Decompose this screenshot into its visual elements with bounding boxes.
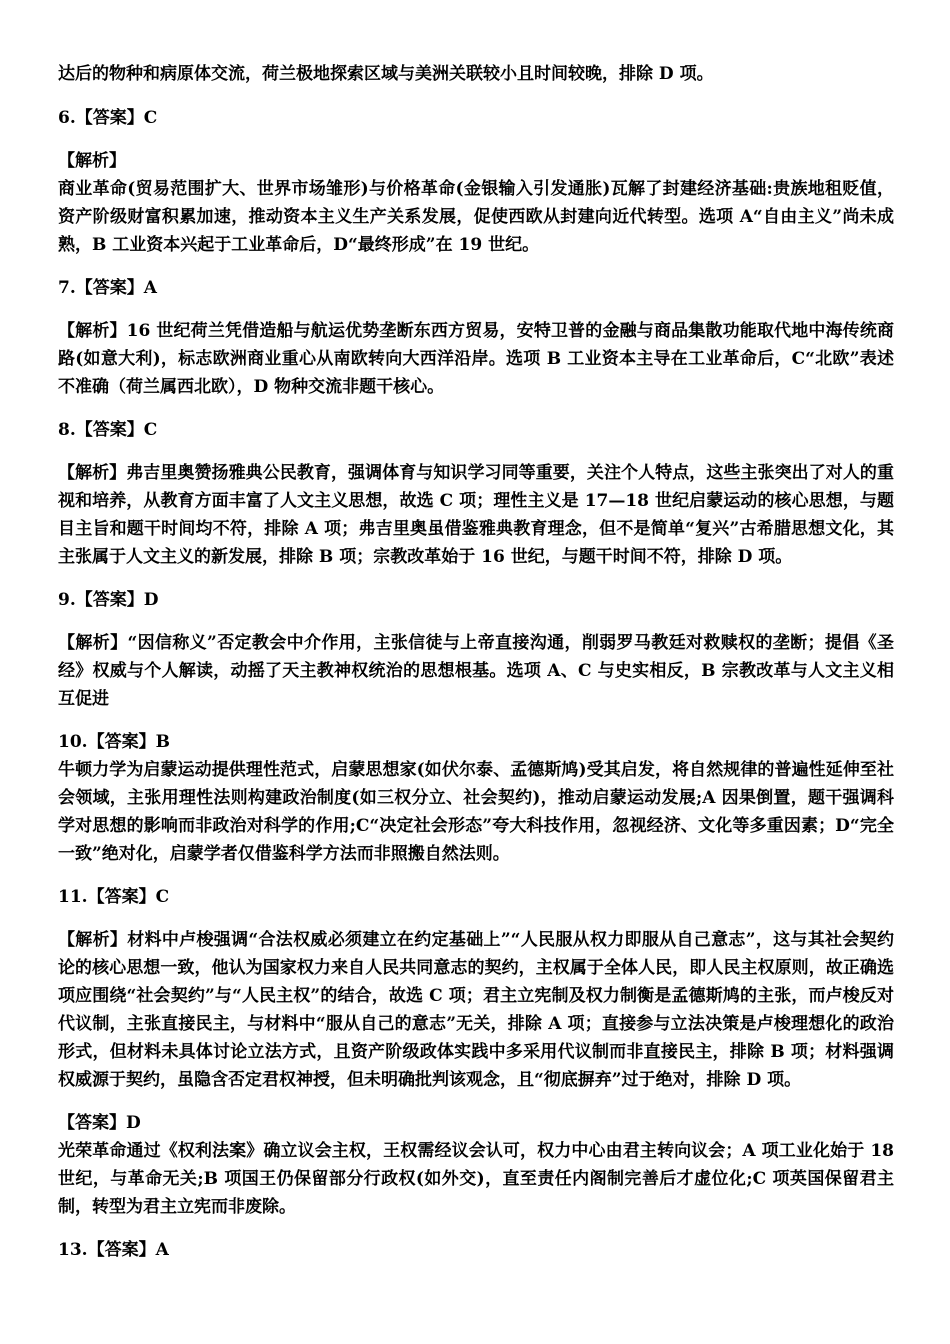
q9-explanation: 【解析】“因信称义”否定教会中介作用，主张信徒与上帝直接沟通，削弱罗马教廷对救赎权的垄断；提倡《圣经》权威与个人解读，动摇了天主教神权统治的思想根基。选项 A、C 与史实相反，B 宗教改革与人文主义相互促进 xyxy=(58,633,894,709)
q6-answer: 6.【答案】C xyxy=(58,108,158,128)
q10-answer: 10.【答案】B xyxy=(58,732,170,752)
q11-explanation: 【解析】材料中卢梭强调“合法权威必须建立在约定基础上”“人民服从权力即服从自己意志”，这与其社会契约论的核心思想一致，他认为国家权力来自人民共同意志的契约，主权属于全体人民，即人民主权原则，故正确选项应围绕“社会契约”与“人民主权”的结合，故选 C 项；君主立宪制及权力制衡是孟德斯鸠的主张，而卢梭反对代议制，主张直接民主，与材料中“服从自己的意志”无关，排除 A 项；直接参与立法决策是卢梭理想化的政治形式，但材料未具体讨论立法方式，且资产阶级政体实践中多采用代议制而非直接民主，排除 B 项；材料强调权威源于契约，虽隐含否定君权神授，但未明确批判该观念，且“彻底摒弃”过于绝对，排除 D 项。 xyxy=(58,930,894,1090)
q10-explanation: 牛顿力学为启蒙运动提供理性范式，启蒙思想家(如伏尔泰、孟德斯鸠)受其启发，将自然规律的普遍性延伸至社会领域，主张用理性法则构建政治制度(如三权分立、社会契约)，推动启蒙运动发展;A 因果倒置，题干强调科学对思想的影响而非政治对科学的作用;C“决定社会形态”夸大科技作用，忽视经济、文化等多重因素；D“完全一致”绝对化，启蒙学者仅借鉴科学方法而非照搬自然法则。 xyxy=(58,760,894,864)
q6-explanation: 商业革命(贸易范围扩大、世界市场雏形)与价格革命(金银输入引发通胀)瓦解了封建经济基础:贵族地租贬值，资产阶级财富积累加速，推动资本主义生产关系发展，促使西欧从封建向近代转型。选项 A“自由主义”尚未成熟，B 工业资本兴起于工业革命后，D“最终形成”在 19 世纪。 xyxy=(58,179,894,255)
answer-explanations-page xyxy=(58,60,894,1264)
q8-answer: 8.【答案】C xyxy=(58,420,158,440)
q9-answer: 9.【答案】D xyxy=(58,590,159,610)
q7-answer: 7.【答案】A xyxy=(58,278,157,298)
q8-explanation: 【解析】弗吉里奥赞扬雅典公民教育，强调体育与知识学习同等重要，关注个人特点，这些主张突出了对人的重视和培养，从教育方面丰富了人文主义思想，故选 C 项；理性主义是 17—18 世纪启蒙运动的核心思想，与题目主旨和题干时间均不符，排除 A 项；弗吉里奥虽借鉴雅典教育理念，但不是简单“复兴”古希腊思想文化，其主张属于人文主义的新发展，排除 B 项；宗教改革始于 16 世纪，与题干时间不符，排除 D 项。 xyxy=(58,463,894,567)
q6-explanation-label: 【解析】 xyxy=(58,151,126,171)
q12-answer: 【答案】D xyxy=(58,1113,141,1133)
q12-explanation: 光荣革命通过《权利法案》确立议会主权，王权需经议会认可，权力中心由君主转向议会；A 项工业化始于 18 世纪，与革命无关;B 项国王仍保留部分行政权(如外交)，直至责任内阁制完善后才虚位化;C 项英国保留君主制，转型为君主立宪而非废除。 xyxy=(58,1141,894,1217)
q5-explanation-tail: 达后的物种和病原体交流，荷兰极地探索区域与美洲关联较小且时间较晚，排除 D 项。 xyxy=(58,64,714,84)
q7-explanation: 【解析】16 世纪荷兰凭借造船与航运优势垄断东西方贸易，安特卫普的金融与商品集散功能取代地中海传统商路(如意大利)，标志欧洲商业重心从南欧转向大西洋沿岸。选项 B 工业资本主导在工业革命后，C“北欧”表述不准确（荷兰属西北欧），D 物种交流非题干核心。 xyxy=(58,321,894,397)
q13-answer: 13.【答案】A xyxy=(58,1240,169,1260)
q11-answer: 11.【答案】C xyxy=(58,887,170,907)
